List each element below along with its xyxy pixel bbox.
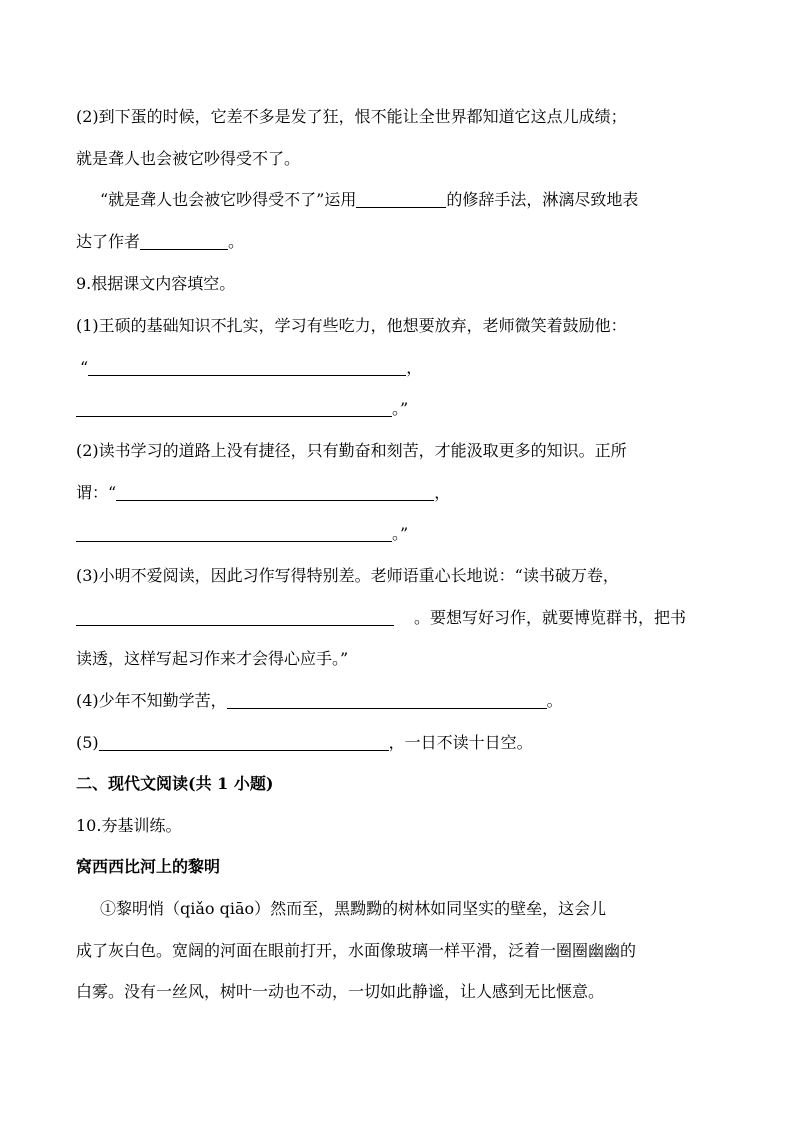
q9-item1-comma: ， <box>406 358 423 377</box>
q9-item1-blank-line1 <box>80 357 724 379</box>
q9-item2-prefix: 谓：“ <box>76 483 117 502</box>
passage-title <box>76 856 724 878</box>
section-heading-text: 二、现代文阅读(共 1 小题) <box>76 774 274 793</box>
q9-item5 <box>76 732 724 754</box>
q9-item3-blank[interactable] <box>76 609 394 626</box>
passage-para1-line2 <box>76 940 724 962</box>
q8-2-line3 <box>100 189 724 211</box>
q9-item4-blank[interactable] <box>227 692 547 709</box>
q9-item3-line3 <box>76 648 724 670</box>
q9-item1-close: 。” <box>392 399 409 418</box>
q9-item1 <box>76 315 724 337</box>
passage-para1-line1 <box>100 898 724 920</box>
q9-item3-blank-line <box>76 607 724 629</box>
q8-2-text4b: 。 <box>228 232 245 251</box>
q9-item5-blank[interactable] <box>99 734 389 751</box>
q8-2-line2 <box>76 148 724 170</box>
q9-item2-text: (2)读书学习的道路上没有捷径，只有勤奋和刻苦，才能汲取更多的知识。正所 <box>76 441 627 460</box>
q8-2-text1: (2)到下蛋的时候，它差不多是发了狂，恨不能让全世界都知道它这点儿成绩； <box>76 107 627 126</box>
q9-item1-blank2[interactable] <box>76 400 392 417</box>
q9-item5-text: ，一日不读十日空。 <box>388 733 533 752</box>
q8-2-line4 <box>76 231 724 253</box>
q9-title <box>76 273 724 295</box>
q9-item2-blank-line1 <box>76 482 724 504</box>
q8-2-text2: 就是聋人也会被它吵得受不了。 <box>76 149 301 168</box>
q10-title <box>76 815 724 837</box>
emotion-answer-blank[interactable] <box>140 233 228 250</box>
q9-item4-end: 。 <box>546 691 563 710</box>
q9-item2 <box>76 440 724 462</box>
q9-title-text: 9.根据课文内容填空。 <box>76 274 236 293</box>
q9-item4-text: (4)少年不知勤学苦， <box>76 691 227 710</box>
q9-item2-close: 。” <box>392 524 409 543</box>
q8-2-text3a: “就是聋人也会被它吵得受不了”运用 <box>100 190 357 209</box>
q9-item2-blank-line2 <box>76 523 724 545</box>
q9-item1-open-quote: “ <box>80 358 89 377</box>
passage-para1-text3: 白雾。没有一丝风，树叶一动也不动，一切如此静谧，让人感到无比惬意。 <box>76 982 605 1001</box>
q9-item3-line3-text: 读透，这样写起习作来才会得心应手。” <box>76 649 349 668</box>
q9-item3-after: 。要想写好习作，就要博览群书，把书 <box>414 608 687 627</box>
q10-title-text: 10.夯基训练。 <box>76 816 182 835</box>
passage-para1-text2: 成了灰白色。宽阔的河面在眼前打开，水面像玻璃一样平滑，泛着一圈圈幽幽的 <box>76 941 637 960</box>
q9-item1-blank1[interactable] <box>88 359 406 376</box>
q9-item3-text: (3)小明不爱阅读，因此习作写得特别差。老师语重心长地说：“读书破万卷， <box>76 566 619 585</box>
q8-2-line1 <box>76 106 724 128</box>
q9-item2-comma: ， <box>434 483 451 502</box>
passage-para1-text1: ①黎明悄（qiǎo qiāo）然而至，黑黝黝的树林如同坚实的壁垒，这会儿 <box>100 899 607 918</box>
q9-item5-number: (5) <box>76 733 99 752</box>
section-heading <box>76 773 724 795</box>
passage-title-text: 窝西西比河上的黎明 <box>76 857 221 876</box>
q8-2-text3b: 的修辞手法，淋漓尽致地表 <box>446 190 639 209</box>
q8-2-text4a: 达了作者 <box>76 232 141 251</box>
rhetoric-answer-blank[interactable] <box>356 191 446 208</box>
q9-item1-text: (1)王硕的基础知识不扎实，学习有些吃力，他想要放弃，老师微笑着鼓励他： <box>76 316 627 335</box>
q9-item2-blank1[interactable] <box>116 484 434 501</box>
q9-item2-blank2[interactable] <box>76 525 392 542</box>
passage-para1-line3 <box>76 981 724 1003</box>
q9-item4 <box>76 690 724 712</box>
q9-item3 <box>76 565 724 587</box>
q9-item1-blank-line2 <box>76 398 724 420</box>
